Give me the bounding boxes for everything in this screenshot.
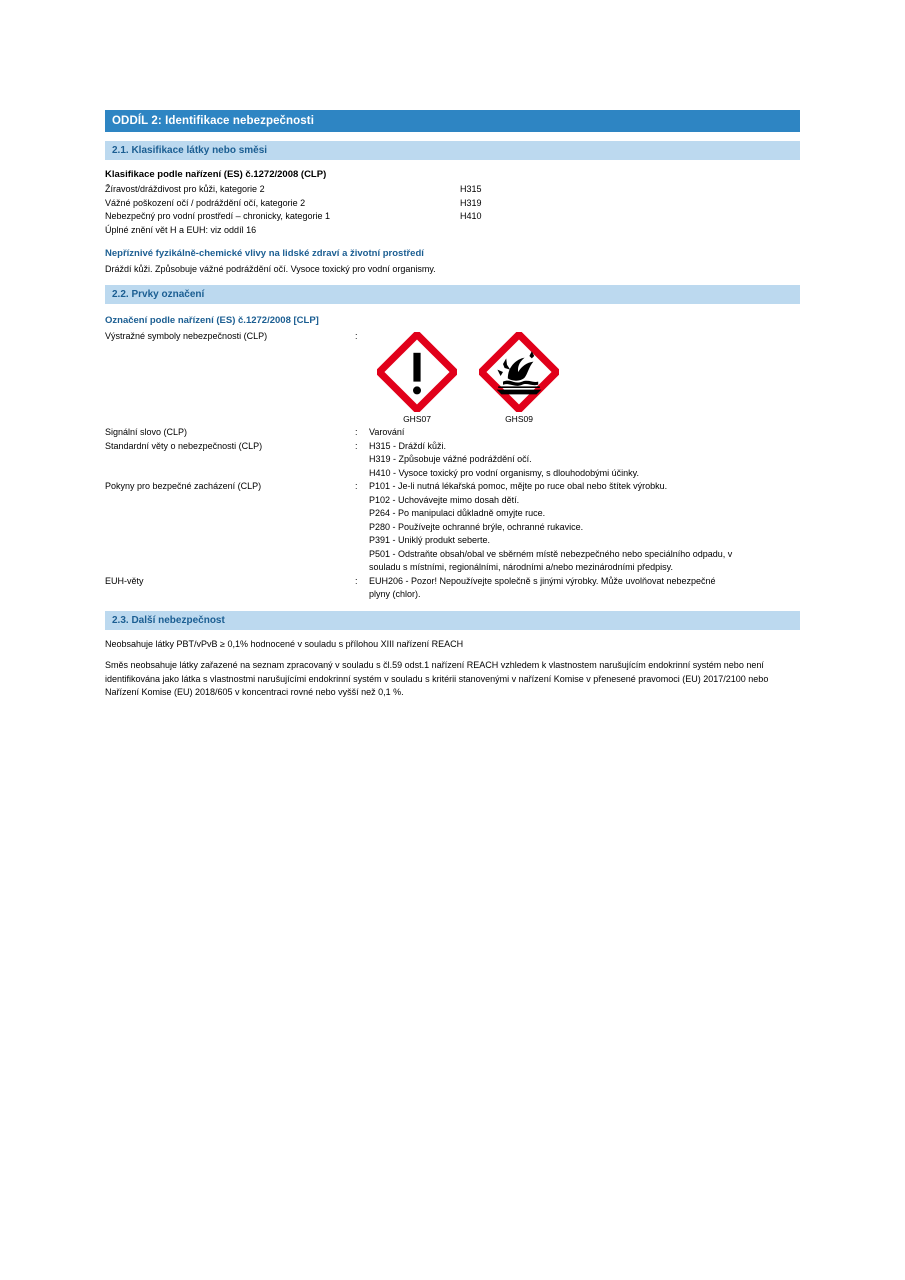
precautionary-statements-row <box>105 480 800 575</box>
section-header-bar: ODDÍL 2: Identifikace nebezpečnosti <box>105 110 800 132</box>
colon-separator: : <box>355 427 358 437</box>
pictograms-label: Výstražné symboly nebezpečnosti (CLP) <box>105 330 268 341</box>
subsection-header-2-3: 2.3. Další nebezpečnost <box>105 611 800 630</box>
signal-word-row <box>105 426 800 440</box>
exclamation-mark-pictogram <box>377 332 457 412</box>
precautionary-statement: souladu s místními, regionálními, národními a/nebo mezinárodními předpisy. <box>369 562 673 572</box>
classification-row <box>105 197 800 211</box>
classification-code: H315 <box>460 184 482 194</box>
hazard-statement: H410 - Vysoce toxický pro vodní organismy, s dlouhodobými účinky. <box>369 467 639 478</box>
precautionary-statements-list <box>369 480 800 575</box>
hazard-statement: H319 - Způsobuje vážné podráždění očí. <box>369 454 532 464</box>
euh-statements-label: EUH-věty <box>105 575 144 586</box>
hazard-statement: H315 - Dráždí kůži. <box>369 440 447 451</box>
classification-block <box>105 169 800 276</box>
other-hazards-block <box>105 638 800 700</box>
classification-text: Vážné poškození očí / podráždění očí, kategorie 2 <box>105 197 306 208</box>
colon-separator: : <box>355 440 358 451</box>
precautionary-statements-label: Pokyny pro bezpečné zacházení (CLP) <box>105 481 262 491</box>
classification-code: H319 <box>460 197 482 208</box>
euh-statements-list <box>369 575 800 602</box>
pictogram-code: GHS07 <box>403 413 431 424</box>
adverse-effects-text: Dráždí kůži. Způsobuje vážné podráždění očí. Vysoce toxický pro vodní organismy. <box>105 263 436 274</box>
euh-statement: EUH206 - Pozor! Nepoužívejte společně s jinými výrobky. Může uvolňovat nebezpečné <box>369 575 716 586</box>
environment-pictogram <box>479 332 559 412</box>
colon-separator: : <box>355 330 358 341</box>
pictograms-row <box>105 330 800 427</box>
precautionary-statement: P280 - Používejte ochranné brýle, ochranné rukavice. <box>369 521 584 532</box>
precautionary-statement: P101 - Je-li nutná lékařská pomoc, mějte po ruce obal nebo štítek výrobku. <box>369 481 668 491</box>
label-elements-block <box>105 315 800 602</box>
labelling-heading: Označení podle nařízení (ES) č.1272/2008 [CLP] <box>105 314 319 326</box>
subsection-header-2-1: 2.1. Klasifikace látky nebo směsi <box>105 141 800 160</box>
precautionary-statement: P102 - Uchovávejte mimo dosah dětí. <box>369 494 520 505</box>
classification-text: Nebezpečný pro vodní prostředí – chronicky, kategorie 1 <box>105 211 330 221</box>
pictograms-container <box>369 332 800 427</box>
full-text-note: Úplné znění vět H a EUH: viz oddíl 16 <box>105 224 257 235</box>
pictogram-ghs09 <box>471 332 567 427</box>
clp-classification-heading: Klasifikace podle nařízení (ES) č.1272/2008 (CLP) <box>105 169 327 180</box>
hazard-statements-list <box>369 440 800 481</box>
classification-row <box>105 183 800 197</box>
colon-separator: : <box>355 575 358 586</box>
hazard-statements-row <box>105 440 800 481</box>
signal-word-label: Signální slovo (CLP) <box>105 427 188 437</box>
sds-section-2 <box>105 110 800 700</box>
hazard-statements-label: Standardní věty o nebezpečnosti (CLP) <box>105 440 263 451</box>
euh-statements-row <box>105 575 800 602</box>
colon-separator: : <box>355 481 358 491</box>
pictogram-code: GHS09 <box>505 413 533 424</box>
precautionary-statement: P264 - Po manipulaci důkladně omyjte ruce. <box>369 508 546 518</box>
classification-text: Žíravost/dráždivost pro kůži, kategorie 2 <box>105 184 265 194</box>
subsection-header-2-2: 2.2. Prvky označení <box>105 285 800 304</box>
adverse-effects-heading: Nepříznivé fyzikálně-chemické vlivy na lidské zdraví a životní prostředí <box>105 247 424 259</box>
signal-word-value: Varování <box>369 427 405 437</box>
other-hazards-paragraph-2: Směs neobsahuje látky zařazené na seznam zpracovaný v souladu s čl.59 odst.1 nařízení REACH vzhledem k vlastnostem narušujícím endokrinní systém nebo není identifikována jako látka s vlastnostmi narušujícími endokrinní systém v souladu s kritérii stanovenými v nařízení Komise v přenesené pravomoci (EU) 2017/2100 nebo Nařízení Komise (EU) 2018/605 v koncentraci rovné nebo vyšší než 0,1 %. <box>105 660 769 697</box>
classification-code: H410 <box>460 211 482 221</box>
precautionary-statement: P501 - Odstraňte obsah/obal ve sběrném místě nebezpečného nebo speciálního odpadu, v <box>369 548 733 559</box>
other-hazards-paragraph-1: Neobsahuje látky PBT/vPvB ≥ 0,1% hodnocené v souladu s přílohou XIII nařízení REACH <box>105 638 464 649</box>
pictogram-ghs07 <box>369 332 465 427</box>
euh-statement: plyny (chlor). <box>369 589 421 599</box>
classification-row <box>105 210 800 224</box>
precautionary-statement: P391 - Uniklý produkt seberte. <box>369 535 491 545</box>
